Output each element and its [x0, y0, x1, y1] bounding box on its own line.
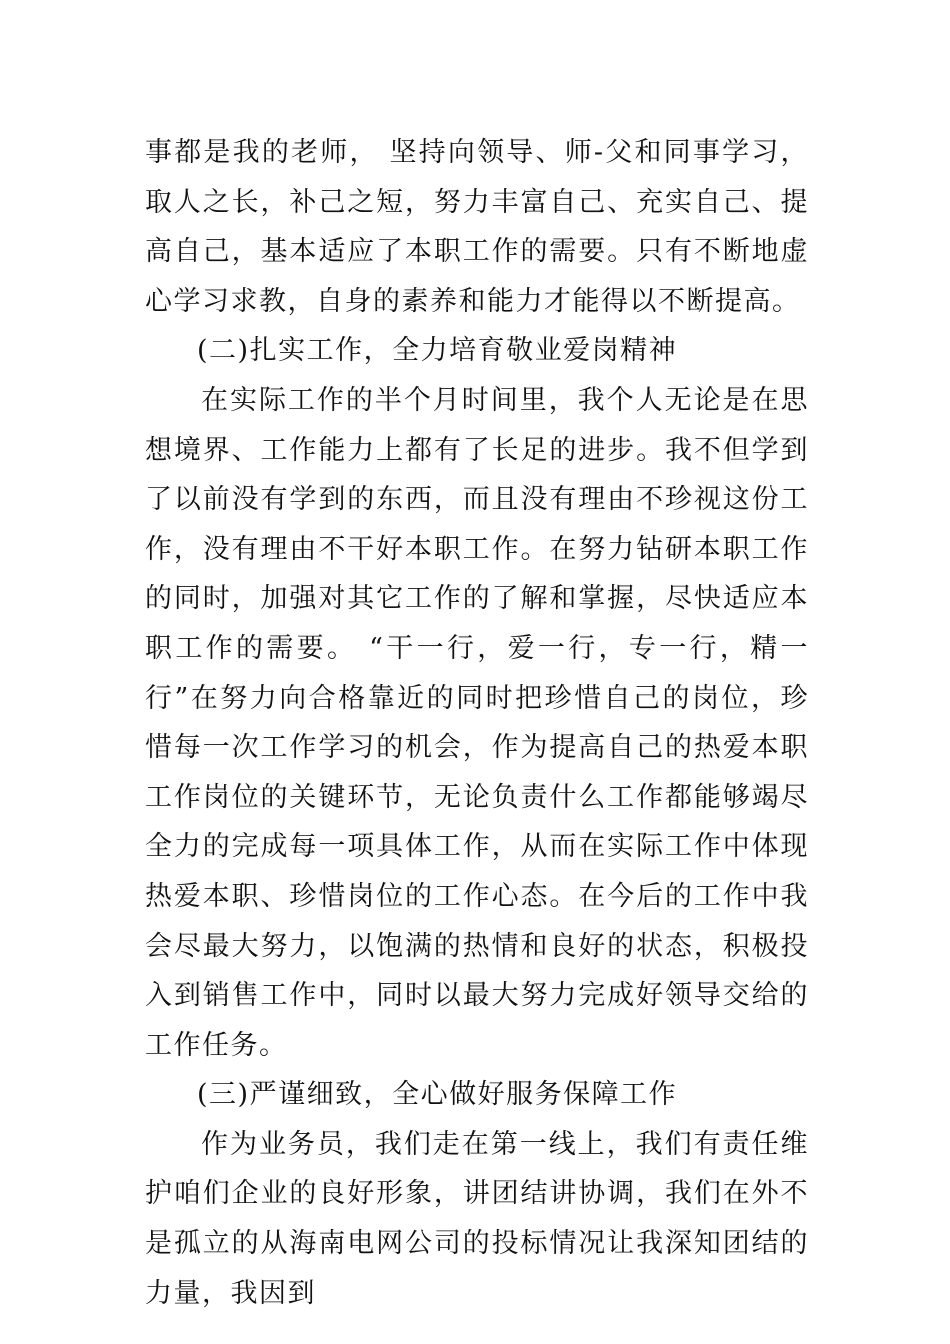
paragraph-work-attitude: 在实际工作的半个月时间里，我个人无论是在思想境界、工作能力上都有了长足的进步。我不但学到了以前没有学到的东西，而且没有理由不珍视这份工作，没有理由不干好本职工作。在努力钻研本职工作的同时，加强对其它工作的了解和掌握，尽快适应本职工作的需要。 “干一行，爱一行，专一行，精一行”在努力向合格靠近的同时把珍惜自己的岗位，珍惜每一次工作学习的机会，作为提高自己的热爱本职工作岗位的关键环节，无论负责什么工作都能够竭尽全力的完成每一项具体工作，从而在实际工作中体现热爱本职、珍惜岗位的工作心态。在今后的工作中我会尽最大努力，以饱满的热情和良好的状态，积极投入到销售工作中，同时以最大努力完成好领导交给的工作任务。 [145, 384, 809, 1061]
document-body [145, 128, 809, 1318]
section-heading-2: (二)扎实工作，全力培育敬业爱岗精神 [197, 335, 678, 367]
paragraph-continuation: 事都是我的老师， 坚持向领导、师-父和同事学习，取人之长，补己之短，努力丰富自己、充实自己、提高自己，基本适应了本职工作的需要。只有不断地虚心学习求教，自身的素养和能力才能得以不断提高。 [145, 137, 809, 317]
paragraph-service: 作为业务员，我们走在第一线上，我们有责任维护咱们企业的良好形象，讲团结讲协调，我们在外不是孤立的从海南电网公司的投标情况让我深知团结的力量，我因到 [145, 1128, 809, 1309]
section-heading-3: (三)严谨细致，全心做好服务保障工作 [197, 1079, 678, 1111]
